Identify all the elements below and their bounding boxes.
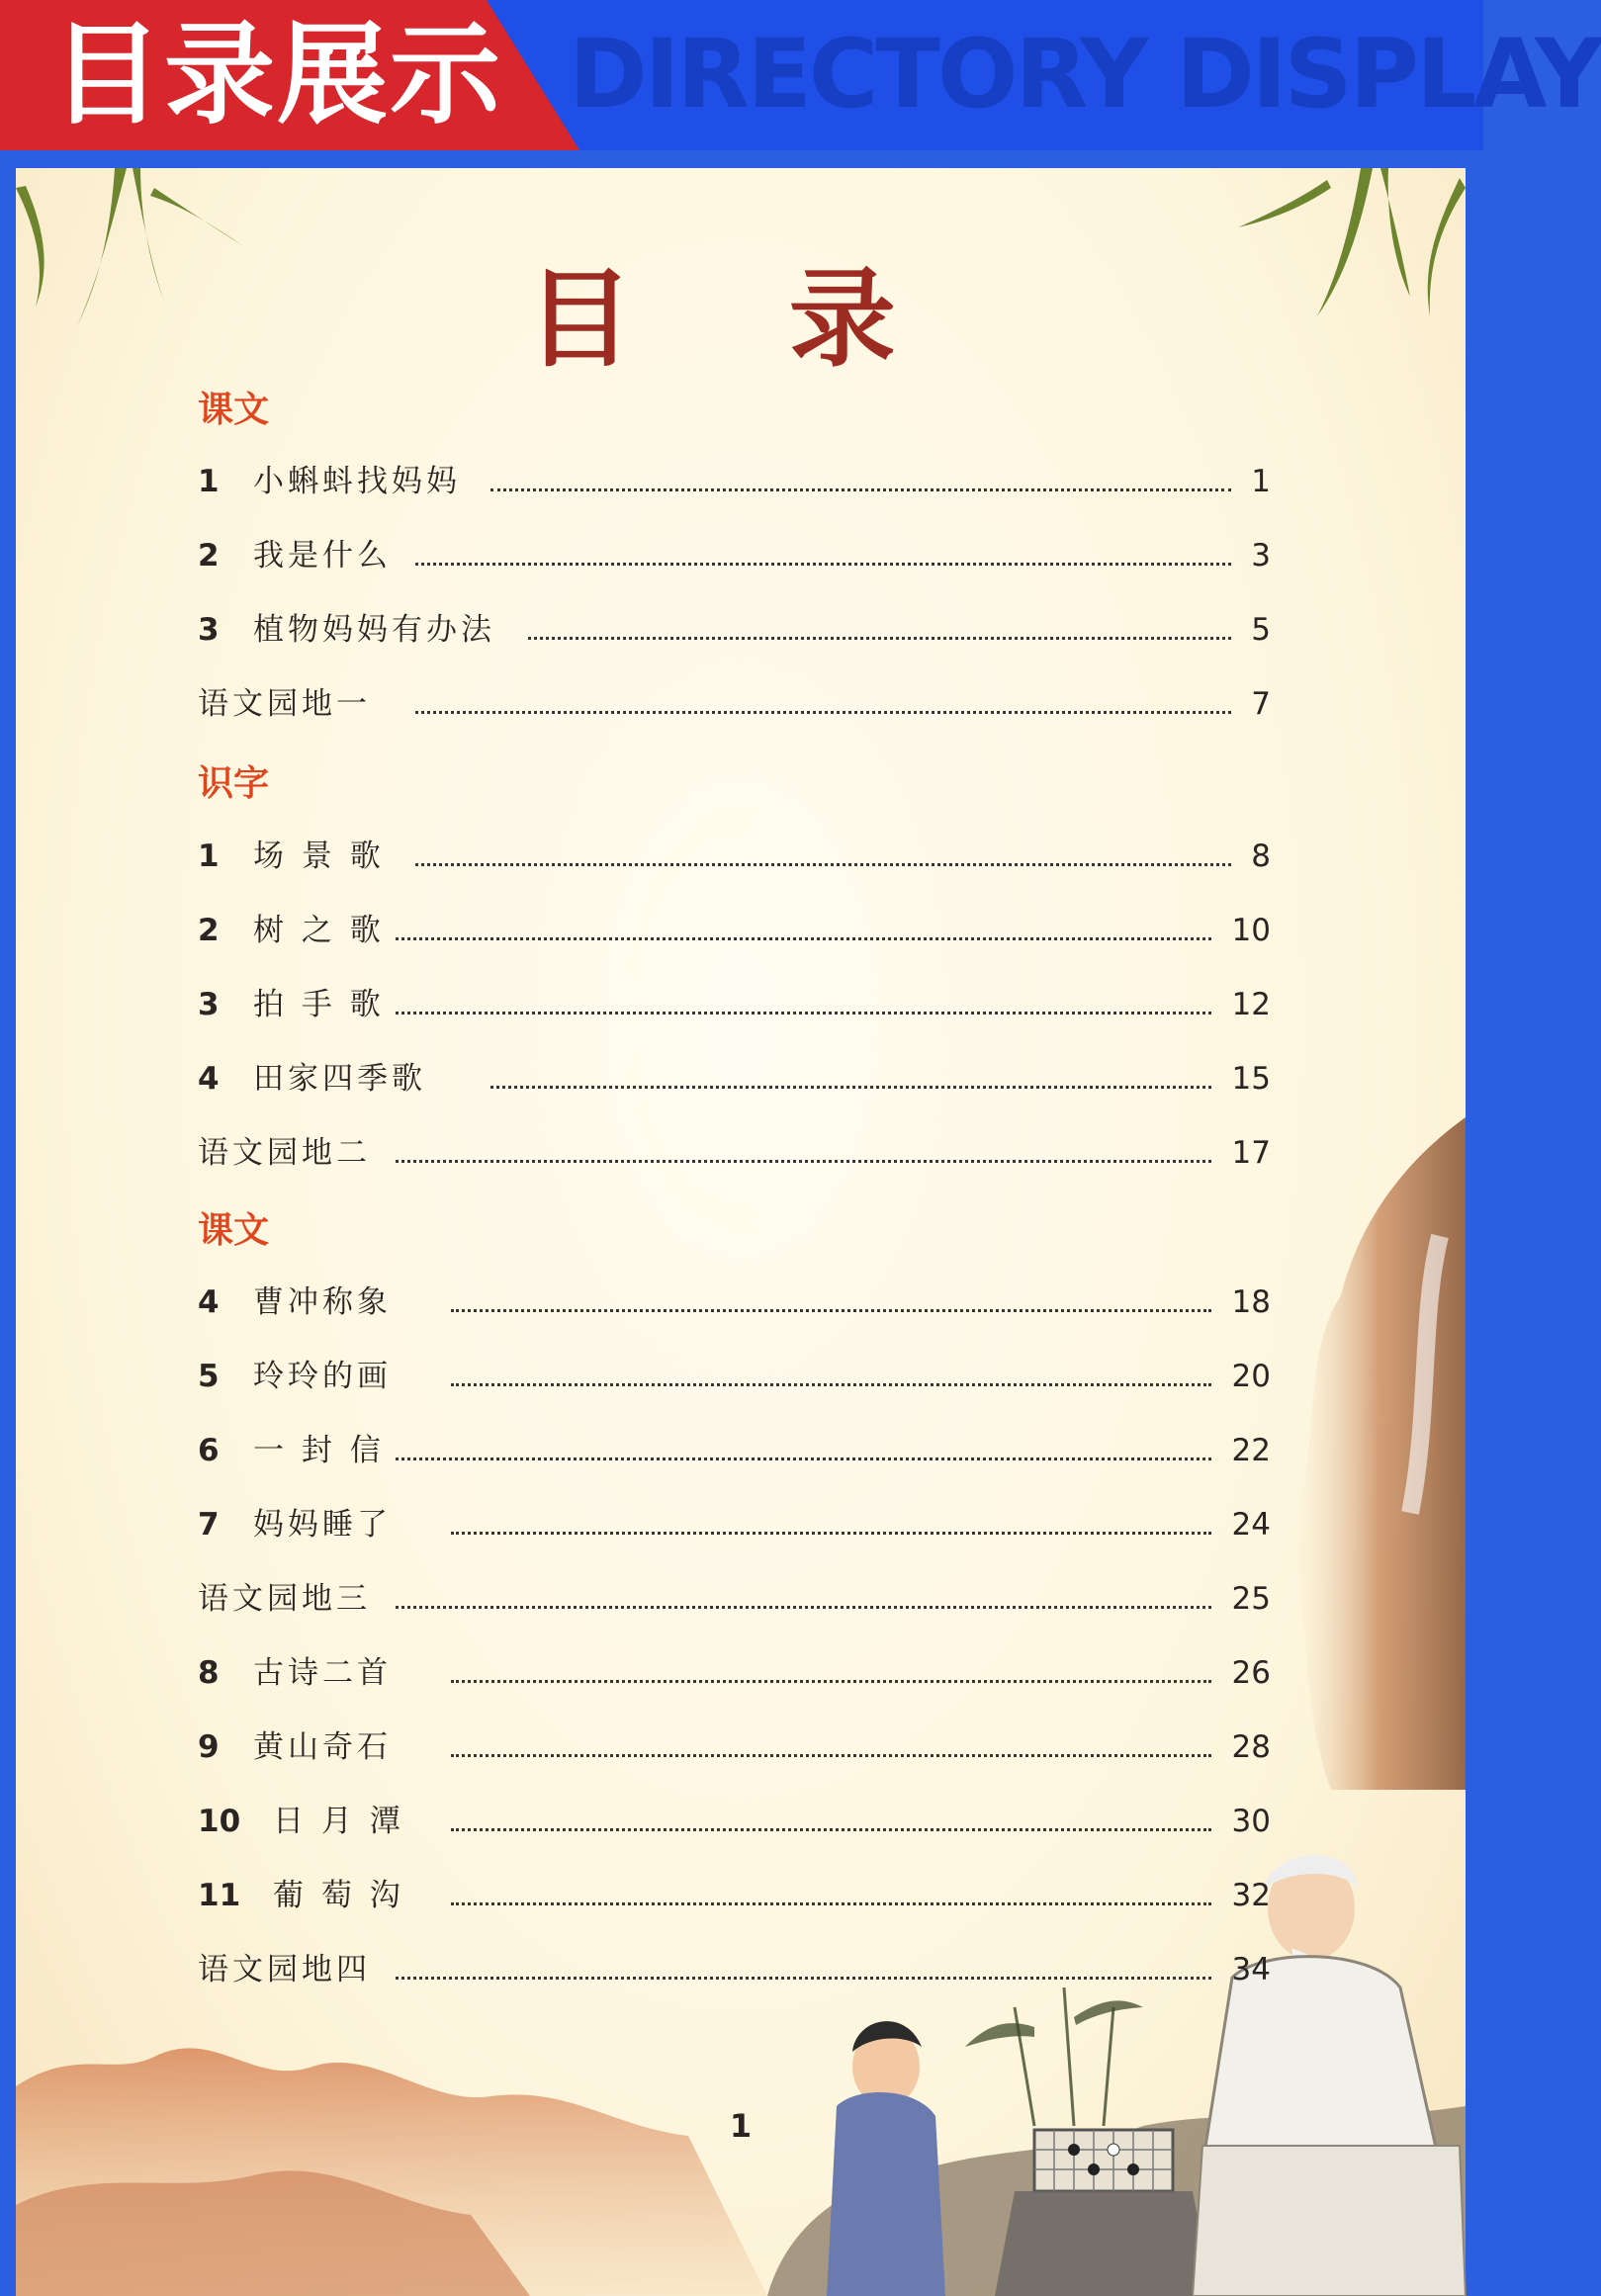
entry-title: 葡 萄 沟: [273, 1878, 404, 1913]
entry-title: 语文园地一: [198, 686, 371, 722]
entry-title: 语文园地四: [198, 1952, 371, 1987]
entry-title: 古诗二首: [253, 1655, 392, 1691]
entry-title: 小蝌蚪找妈妈: [253, 464, 461, 499]
entry-title: 植物妈妈有办法: [253, 612, 495, 648]
entry-number: 1: [198, 839, 220, 874]
dot-leader: [451, 1754, 1211, 1757]
toc-entry[interactable]: [198, 1056, 1271, 1102]
entry-title: 语文园地二: [198, 1135, 371, 1171]
entry-page: 30: [1231, 1804, 1271, 1839]
entry-page: 20: [1231, 1359, 1271, 1394]
dot-leader: [451, 1309, 1211, 1312]
toc-entry[interactable]: [198, 1502, 1271, 1547]
dot-leader: [396, 1977, 1211, 1980]
toc-entry[interactable]: [198, 1280, 1271, 1325]
entry-page: 34: [1231, 1952, 1271, 1987]
dot-leader: [490, 488, 1231, 491]
entry-page: 10: [1231, 913, 1271, 948]
toc-entry[interactable]: [198, 1354, 1271, 1399]
dot-leader: [451, 1680, 1211, 1683]
entry-number: 4: [198, 1061, 220, 1097]
entry-page: 22: [1231, 1433, 1271, 1468]
entry-page: 8: [1251, 839, 1271, 874]
banner-chinese-title: 目录展示: [51, 11, 502, 139]
toc-entry[interactable]: [198, 908, 1271, 953]
entry-title: 田家四季歌: [253, 1061, 426, 1097]
toc-entry[interactable]: [198, 459, 1271, 504]
entry-page: 17: [1231, 1135, 1271, 1171]
dot-leader: [415, 863, 1231, 866]
entry-title: 场 景 歌: [253, 839, 385, 874]
entry-number: 3: [198, 987, 220, 1022]
toc-entry[interactable]: [198, 982, 1271, 1027]
section-heading-literacy: 识字: [198, 763, 270, 804]
entry-title: 日 月 潭: [273, 1804, 404, 1839]
toc-entry[interactable]: [198, 1873, 1271, 1918]
entry-page: 7: [1251, 686, 1271, 722]
entry-title: 一 封 信: [253, 1433, 385, 1468]
entry-number: 3: [198, 612, 220, 648]
dot-leader: [451, 1383, 1211, 1386]
section-heading-lessons-1: 课文: [198, 390, 270, 430]
toc-entry[interactable]: [198, 607, 1271, 653]
page-number: 1: [729, 2107, 753, 2145]
entry-page: 3: [1251, 538, 1271, 574]
entry-title: 妈妈睡了: [253, 1507, 392, 1543]
dot-leader: [490, 1086, 1211, 1089]
dot-leader: [415, 711, 1231, 714]
entry-title: 树 之 歌: [253, 913, 385, 948]
entry-number: 4: [198, 1284, 220, 1320]
entry-number: 7: [198, 1507, 220, 1543]
cliff-right: [1291, 1117, 1466, 1790]
dot-leader: [415, 563, 1231, 566]
banner-english-title: DIRECTORY DISPLAY: [569, 19, 1601, 130]
entry-page: 1: [1251, 464, 1271, 499]
entry-title: 拍 手 歌: [253, 987, 385, 1022]
entry-number: 11: [198, 1878, 241, 1913]
entry-page: 18: [1231, 1284, 1271, 1320]
entry-page: 5: [1251, 612, 1271, 648]
entry-number: 9: [198, 1729, 220, 1765]
dot-leader: [451, 1532, 1211, 1535]
toc-entry[interactable]: [198, 1724, 1271, 1770]
entry-number: 2: [198, 538, 220, 574]
entry-title: 玲玲的画: [253, 1359, 392, 1394]
dot-leader: [451, 1828, 1211, 1831]
dot-leader: [451, 1902, 1211, 1905]
entry-number: 6: [198, 1433, 220, 1468]
toc-entry[interactable]: [198, 681, 1271, 727]
entry-number: 10: [198, 1804, 241, 1839]
header-banner: [0, 0, 1601, 150]
entry-number: 1: [198, 464, 220, 499]
entry-number: 2: [198, 913, 220, 948]
dot-leader: [528, 637, 1231, 640]
entry-number: 5: [198, 1359, 220, 1394]
toc-entry[interactable]: [198, 1799, 1271, 1844]
dot-leader: [396, 1012, 1211, 1015]
entry-page: 26: [1231, 1655, 1271, 1691]
entry-number: 8: [198, 1655, 220, 1691]
toc-entry[interactable]: [198, 1650, 1271, 1696]
entry-page: 15: [1231, 1061, 1271, 1097]
toc-entry[interactable]: [198, 834, 1271, 879]
dot-leader: [396, 1457, 1211, 1460]
toc-entry[interactable]: [198, 1130, 1271, 1176]
entry-title: 语文园地三: [198, 1581, 371, 1617]
entry-page: 32: [1231, 1878, 1271, 1913]
entry-page: 12: [1231, 987, 1271, 1022]
dot-leader: [396, 937, 1211, 940]
dot-leader: [396, 1160, 1211, 1163]
entry-title: 黄山奇石: [253, 1729, 392, 1765]
entry-page: 24: [1231, 1507, 1271, 1543]
dot-leader: [396, 1606, 1211, 1609]
toc-entry[interactable]: [198, 533, 1271, 578]
toc-entry[interactable]: [198, 1428, 1271, 1473]
entry-title: 我是什么: [253, 538, 392, 574]
toc-entry[interactable]: [198, 1576, 1271, 1622]
book-page: [16, 168, 1466, 2296]
entry-title: 曹冲称象: [253, 1284, 392, 1320]
entry-page: 25: [1231, 1581, 1271, 1617]
go-game-scene: [767, 1855, 1466, 2296]
section-heading-lessons-2: 课文: [198, 1210, 270, 1251]
toc-title: 目 录: [526, 257, 955, 382]
toc-entry[interactable]: [198, 1947, 1271, 1992]
entry-page: 28: [1231, 1729, 1271, 1765]
